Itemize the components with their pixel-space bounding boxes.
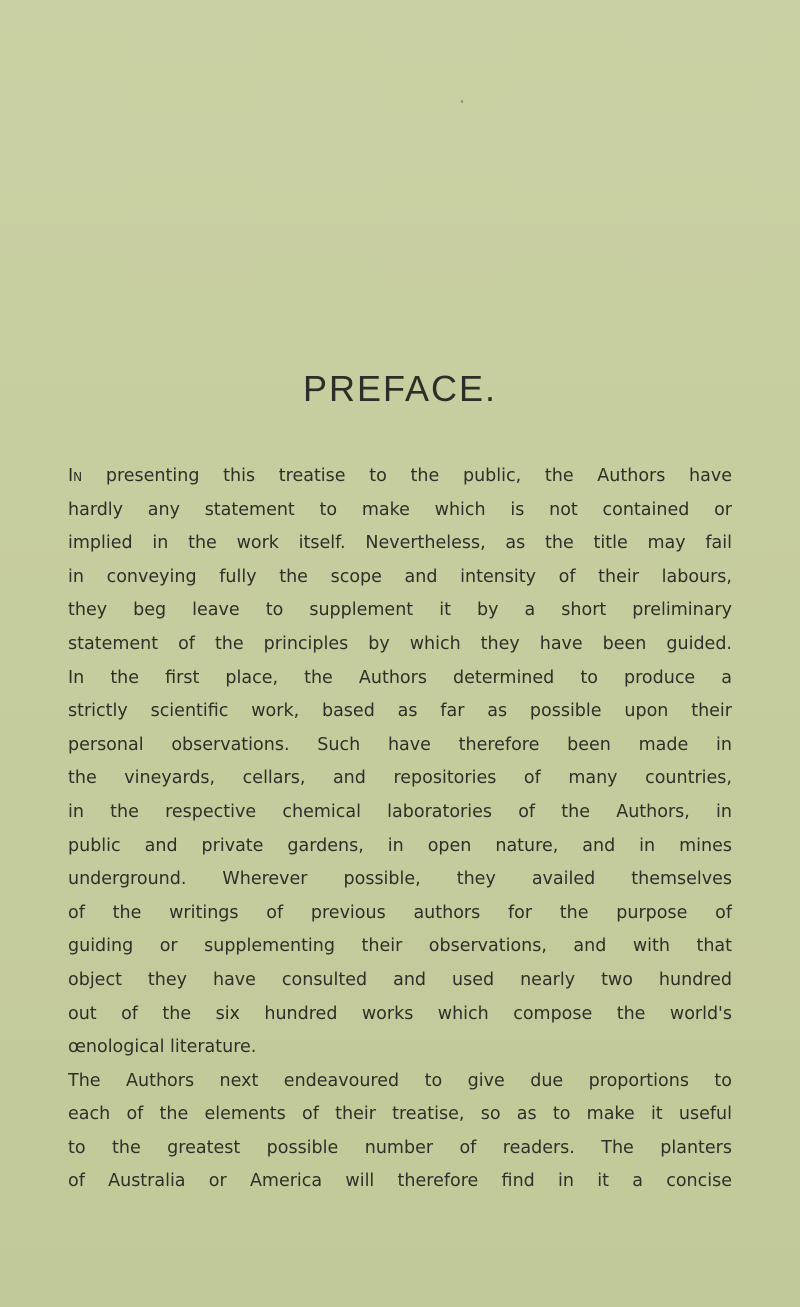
text-line: strictly scientific work, based as far as possible upon their (68, 701, 732, 722)
text-line: of the writings of previous authors for the purpose of (68, 902, 732, 923)
text-line: In the first place, the Authors determined to produce a (68, 667, 732, 688)
text-line: the vineyards, cellars, and repositories of many countries, (68, 768, 732, 789)
text-line: underground. Wherever possible, they availed themselves (68, 869, 732, 890)
text-line: each of the elements of their treatise, so as to make it useful (68, 1104, 732, 1125)
text-line: of Australia or America will therefore find in it a concise (68, 1171, 732, 1192)
ink-speck (461, 100, 463, 103)
preface-body (68, 460, 732, 1199)
text-line: guiding or supplementing their observations, and with that (68, 936, 732, 957)
text-line: The Authors next endeavoured to give due proportions to (68, 1070, 732, 1091)
text-line: personal observations. Such have therefore been made in (68, 734, 732, 755)
text-line: statement of the principles by which they have been guided. (68, 633, 732, 654)
text-line: implied in the work itself. Nevertheless, as the title may fail (68, 533, 732, 554)
drop-word: In (68, 466, 83, 486)
text-line: In presenting this treatise to the public, the Authors have (68, 466, 732, 486)
text-line: in the respective chemical laboratories of the Authors, in (68, 801, 732, 822)
paragraph-2 (68, 1065, 732, 1199)
paragraph-1 (68, 460, 732, 1065)
text-line: public and private gardens, in open nature, and in mines (68, 835, 732, 856)
text-line: to the greatest possible number of readers. The planters (68, 1137, 732, 1158)
page-title: PREFACE. (302, 368, 498, 409)
text-line: out of the six hundred works which compose the world's (68, 1003, 732, 1024)
text-line: they beg leave to supplement it by a short preliminary (68, 600, 732, 621)
text-line: œnological literature. (68, 1037, 257, 1058)
text-line: object they have consulted and used nearly two hundred (68, 969, 732, 990)
text-line: in conveying fully the scope and intensity of their labours, (68, 566, 732, 587)
text-line: hardly any statement to make which is not contained or (68, 499, 732, 520)
